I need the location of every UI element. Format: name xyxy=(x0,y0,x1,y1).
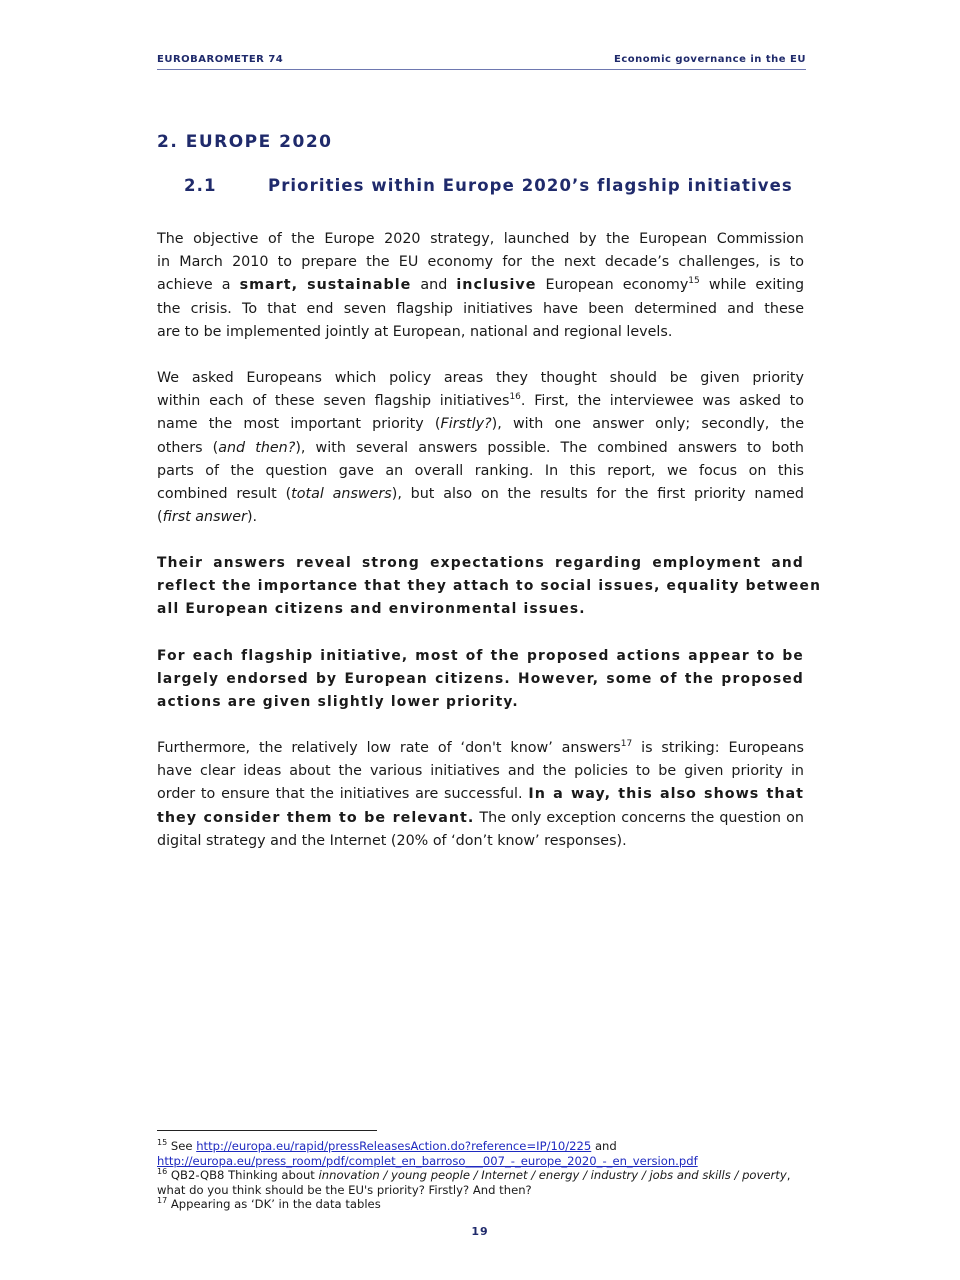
running-header xyxy=(157,54,806,70)
footnote-link-2[interactable]: http://europa.eu/press_room/pdf/complet_en_barroso___007_-_europe_2020_-_en_version.pdf xyxy=(157,1153,698,1168)
header-right: Economic governance in the EU xyxy=(614,54,806,65)
paragraph-method: We asked Europeans which policy areas they thought should be given priority within each of these seven flagship initiatives$^{16}$. First, the interviewee was asked to name the most important priority (Firstly?), with one answer only; secondly, the others (and then?), with several answers possible. The combined answers to both parts of the question gave an overall ranking. In this report, we focus on this combined result (total answers), but also on the results for the first priority named (first answer). xyxy=(157,370,804,526)
paragraph-endorsement: For each flagship initiative, most of the proposed actions appear to be largely endorsed by European citizens. However, some of the proposed actions are given slightly lower priority. xyxy=(157,648,804,711)
footnote-ref-17: 17 xyxy=(620,739,633,749)
paragraph-objective: The objective of the Europe 2020 strategy, launched by the European Commission in March 2010 to prepare the EU economy for the next decade’s challenges, is to achieve a smart, sustainable and inclusive European economy$^{15}$ while exiting the crisis. To that end seven flagship initiatives have been determined and these are to be implemented jointly at European, national and regional levels. xyxy=(157,231,805,340)
footnotes xyxy=(157,1139,807,1212)
footnote-15: $^{15}$ See http://europa.eu/rapid/pressReleasesAction.do?reference=IP/10/225 and xyxy=(157,1138,617,1153)
footnote-link-1[interactable]: http://europa.eu/rapid/pressReleasesAction.do?reference=IP/10/225 xyxy=(196,1139,592,1153)
section-heading: 2. EUROPE 2020 xyxy=(157,132,333,152)
footnote-17: $^{17}$ Appearing as ‘DK’ in the data tables xyxy=(157,1196,381,1212)
paragraph-expectations: Their answers reveal strong expectations regarding employment and reflect the importance that they attach to social issues, equality between all European citizens and environmental issues. xyxy=(157,555,822,618)
footnote-ref-15: 15 xyxy=(688,276,700,287)
footnote-16: $^{16}$ QB2-QB8 Thinking about innovation / young people / Internet / energy / industry / jobs and skills / poverty, what do you think should be the EU's priority? Firstly? And then? xyxy=(157,1167,791,1197)
footnote-ref-16: 16 xyxy=(509,392,521,403)
paragraph-dont-know: Furthermore, the relatively low rate of ‘don't know’ answers$^{17}$ is striking: Europeans have clear ideas about the various initiatives and the policies to be given priority in order to ensure that the initiatives are successful. In a way, this also shows that they consider them to be relevant. The only exception concerns the question on digital strategy and the Internet (20% of ‘don’t know’ responses). xyxy=(157,739,805,849)
footnote-separator xyxy=(157,1130,377,1131)
page-number: 19 xyxy=(471,1225,489,1238)
subsection-heading: 2.1 Priorities within Europe 2020’s flagship initiatives xyxy=(184,176,793,195)
header-left: EUROBAROMETER 74 xyxy=(157,54,284,65)
